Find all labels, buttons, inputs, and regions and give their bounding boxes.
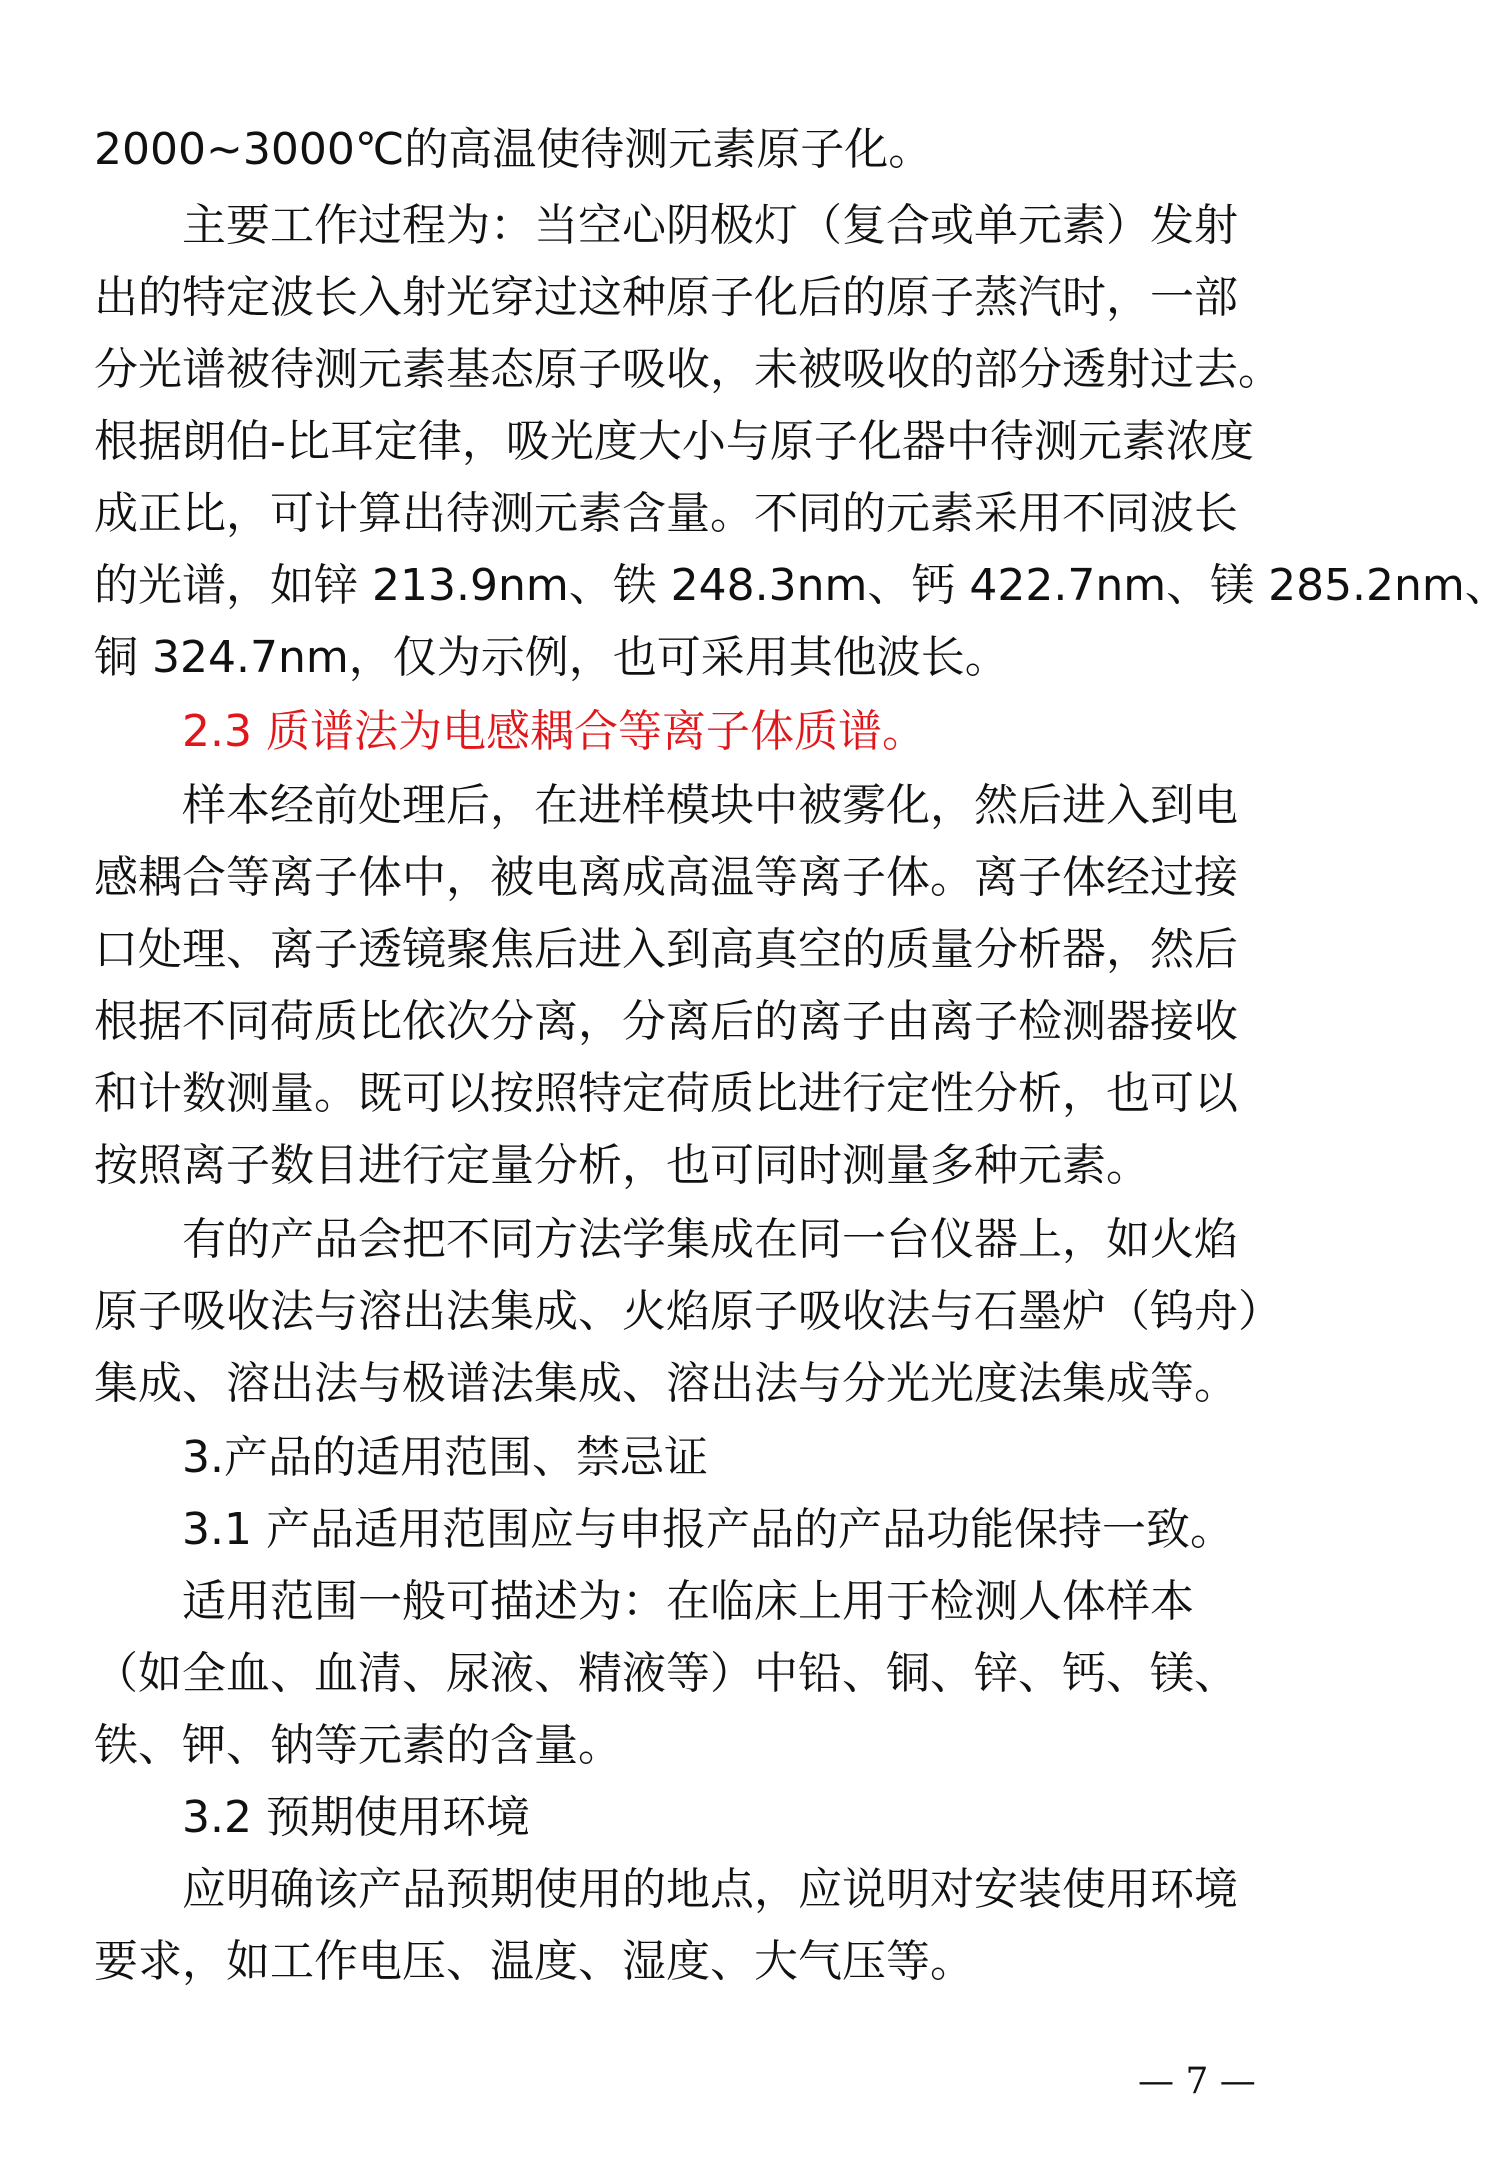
section-heading-3-2: 3.2 预期使用环境 (182, 1792, 530, 1843)
paragraph-line: 感耦合等离子体中，被电离成高温等离子体。离子体经过接 (94, 852, 1238, 903)
paragraph-line: 有的产品会把不同方法学集成在同一台仪器上，如火焰 (182, 1214, 1238, 1265)
paragraph-line: 铜 324.7nm，仅为示例，也可采用其他波长。 (94, 632, 1009, 683)
paragraph-line: 铁、钾、钠等元素的含量。 (94, 1720, 622, 1771)
section-heading-3: 3.产品的适用范围、禁忌证 (182, 1432, 708, 1483)
paragraph-line: 要求，如工作电压、温度、湿度、大气压等。 (94, 1936, 974, 1987)
paragraph-line: 的光谱，如锌 213.9nm、铁 248.3nm、钙 422.7nm、镁 285.2nm、 (94, 560, 1509, 611)
paragraph-line: 应明确该产品预期使用的地点，应说明对安装使用环境 (182, 1864, 1238, 1915)
paragraph-line: 成正比，可计算出待测元素含量。不同的元素采用不同波长 (94, 488, 1238, 539)
paragraph-line: 分光谱被待测元素基态原子吸收，未被吸收的部分透射过去。 (94, 344, 1282, 395)
paragraph-line: 适用范围一般可描述为：在临床上用于检测人体样本 (182, 1576, 1194, 1627)
section-heading-2-3: 2.3 质谱法为电感耦合等离子体质谱。 (182, 706, 926, 757)
paragraph-line: 原子吸收法与溶出法集成、火焰原子吸收法与石墨炉（钨舟） (94, 1286, 1282, 1337)
paragraph-line: 2000~3000℃的高温使待测元素原子化。 (94, 124, 933, 175)
paragraph-line: 样本经前处理后，在进样模块中被雾化，然后进入到电 (182, 780, 1238, 831)
paragraph-line: 口处理、离子透镜聚焦后进入到高真空的质量分析器，然后 (94, 924, 1238, 975)
paragraph-line: 主要工作过程为：当空心阴极灯（复合或单元素）发射 (182, 200, 1238, 251)
paragraph-line: 出的特定波长入射光穿过这种原子化后的原子蒸汽时，一部 (94, 272, 1238, 323)
section-heading-3-1: 3.1 产品适用范围应与申报产品的产品功能保持一致。 (182, 1504, 1234, 1555)
paragraph-line: 根据不同荷质比依次分离，分离后的离子由离子检测器接收 (94, 996, 1238, 1047)
paragraph-line: （如全血、血清、尿液、精液等）中铅、铜、锌、钙、镁、 (94, 1648, 1238, 1699)
paragraph-line: 和计数测量。既可以按照特定荷质比进行定性分析，也可以 (94, 1068, 1238, 1119)
paragraph-line: 按照离子数目进行定量分析，也可同时测量多种元素。 (94, 1140, 1150, 1191)
paragraph-line: 根据朗伯-比耳定律，吸光度大小与原子化器中待测元素浓度 (94, 416, 1254, 467)
page-number: — 7 — (1138, 2061, 1256, 2102)
paragraph-line: 集成、溶出法与极谱法集成、溶出法与分光光度法集成等。 (94, 1358, 1238, 1409)
